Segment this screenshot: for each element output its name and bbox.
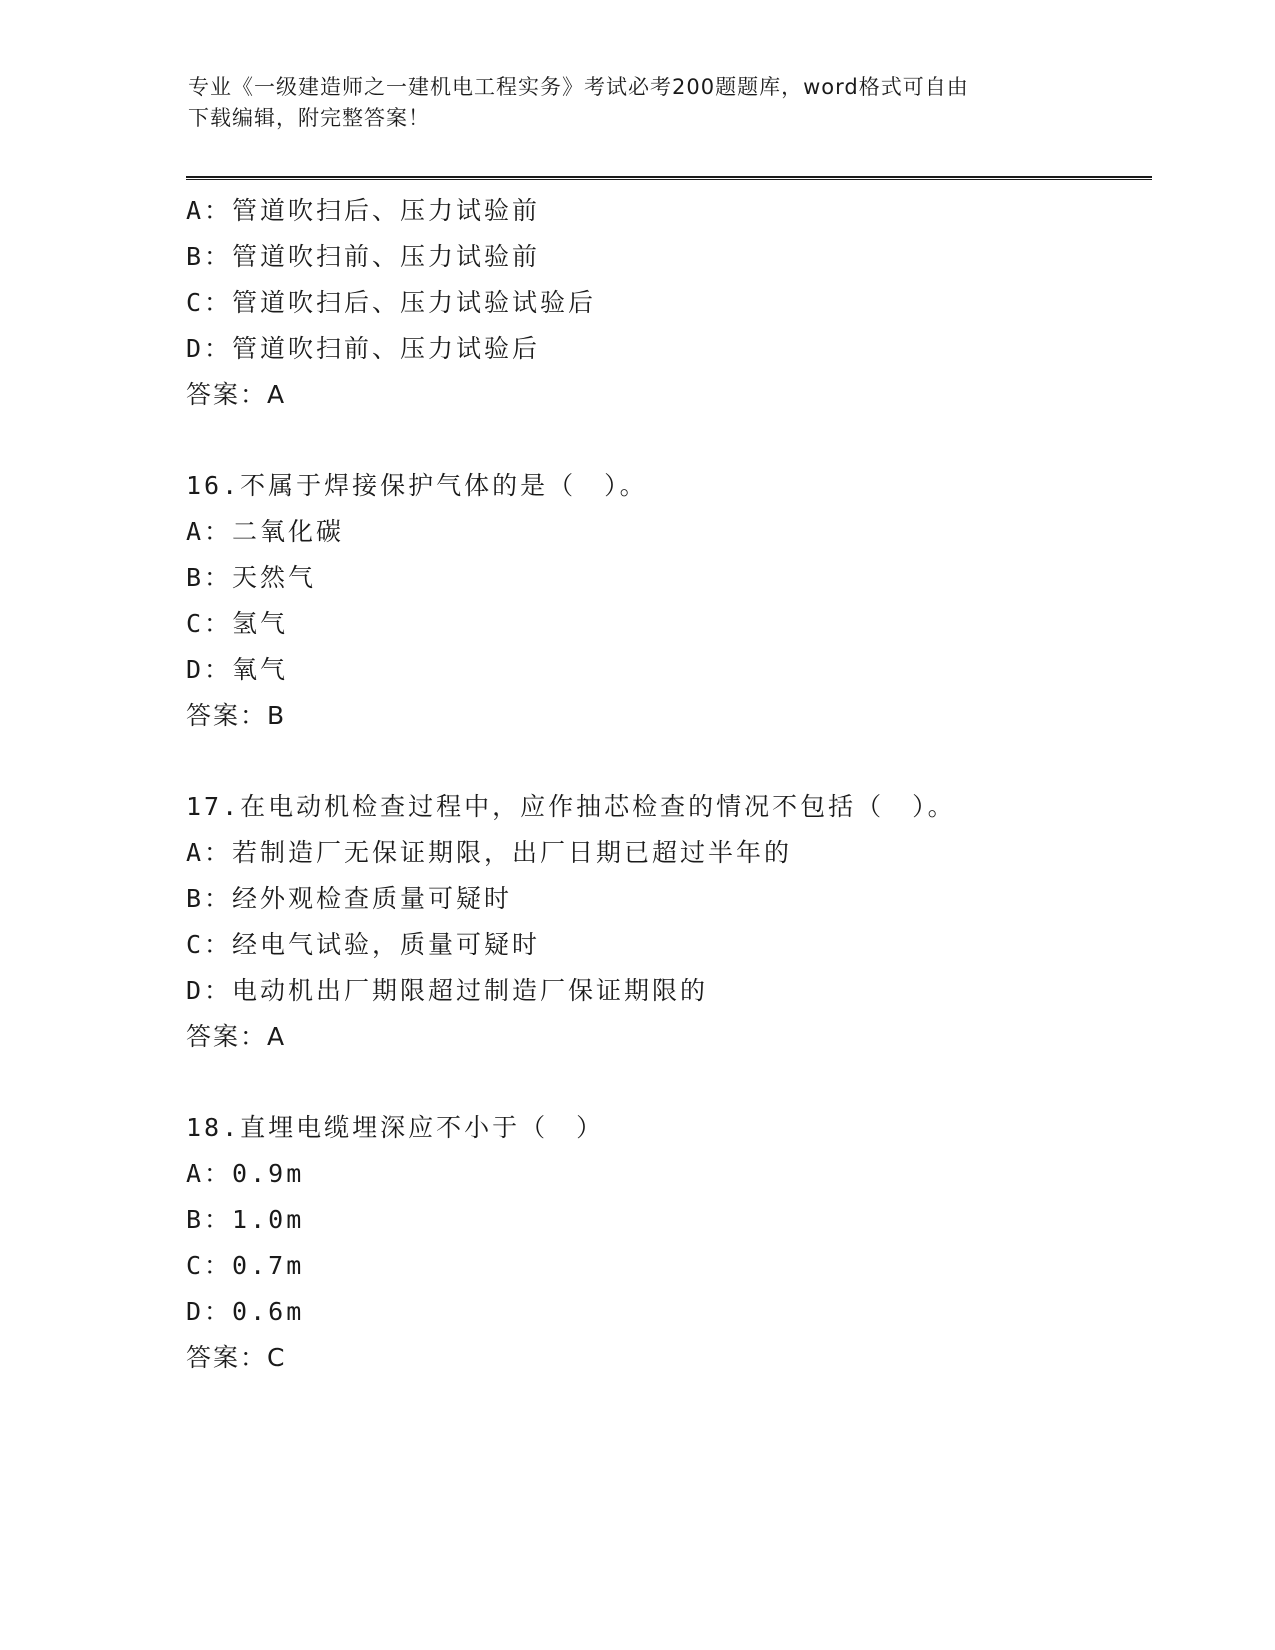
option-b: B：天然气: [186, 563, 317, 592]
option-c: C：经电气试验，质量可疑时: [186, 930, 541, 959]
option-b: B：经外观检查质量可疑时: [186, 884, 513, 913]
header-divider: [186, 176, 1152, 180]
question-17-block: [186, 784, 1146, 1060]
option-d: D：管道吹扫前、压力试验后: [186, 334, 541, 363]
question-list: [186, 188, 1146, 1381]
question-text: 17.在电动机检查过程中，应作抽芯检查的情况不包括（ ）。: [186, 792, 956, 821]
option-c: C：管道吹扫后、压力试验试验后: [186, 288, 597, 317]
question-text: 16.不属于焊接保护气体的是（ ）。: [186, 471, 648, 500]
question-18-block: [186, 1105, 1146, 1381]
option-a: A：若制造厂无保证期限，出厂日期已超过半年的: [186, 838, 793, 867]
answer: 答案：A: [186, 1022, 287, 1051]
option-d: D：电动机出厂期限超过制造厂保证期限的: [186, 976, 709, 1005]
option-c: C：0.7m: [186, 1251, 305, 1280]
option-b: B：管道吹扫前、压力试验前: [186, 242, 541, 271]
option-a: A：二氧化碳: [186, 517, 345, 546]
spacer: [186, 739, 1146, 784]
option-a: A：0.9m: [186, 1159, 305, 1188]
question-text: 18.直埋电缆埋深应不小于（ ）: [186, 1113, 605, 1142]
option-c: C：氢气: [186, 609, 289, 638]
question-16-block: [186, 463, 1146, 739]
answer: 答案：C: [186, 1343, 287, 1372]
option-d: D：氧气: [186, 655, 289, 684]
spacer: [186, 1060, 1146, 1105]
option-a: A：管道吹扫后、压力试验前: [186, 196, 541, 225]
option-d: D：0.6m: [186, 1297, 305, 1326]
question-15-block: [186, 188, 1146, 418]
header-line-2: 下载编辑，附完整答案！: [188, 106, 430, 130]
answer: 答案：A: [186, 380, 287, 409]
header-line-1: 专业《一级建造师之一建机电工程实务》考试必考200题题库，word格式可自由: [188, 75, 969, 99]
option-b: B：1.0m: [186, 1205, 305, 1234]
spacer: [186, 418, 1146, 463]
answer: 答案：B: [186, 701, 287, 730]
document-header: [188, 72, 1088, 134]
